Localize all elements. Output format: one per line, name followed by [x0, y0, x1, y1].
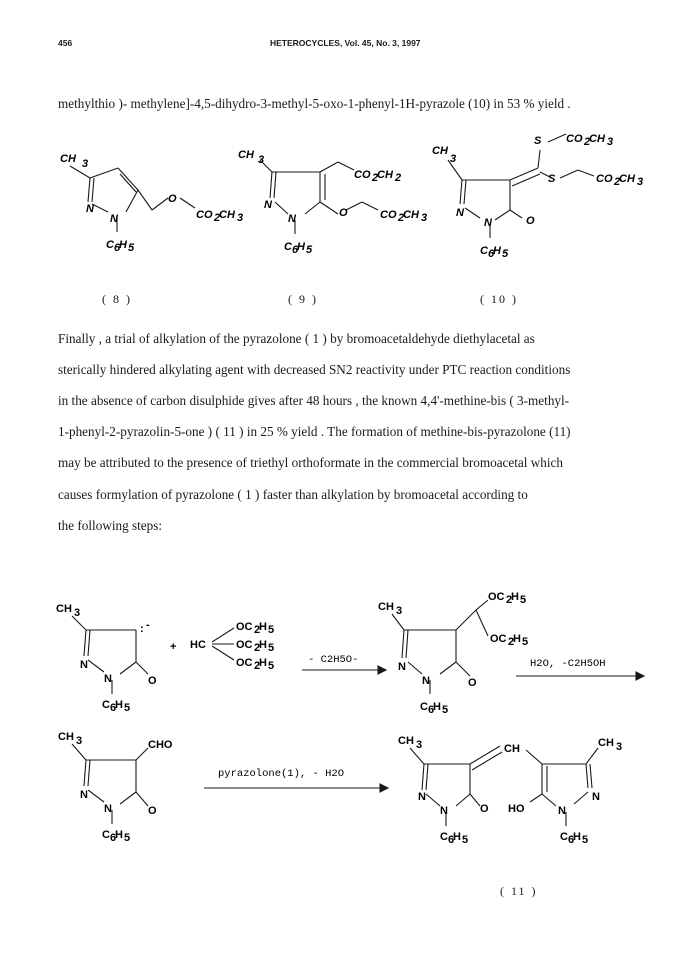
c6h5-sub6: 6 [110, 832, 117, 844]
c6h5-sub5: 5 [124, 832, 131, 844]
co2ch3-label: CO [354, 169, 371, 181]
c6h5-sub5: 5 [124, 702, 131, 714]
s2-label: S [548, 173, 556, 185]
c6h5-label: C [284, 241, 292, 253]
c6h5-right-sub6: 6 [568, 834, 575, 846]
n1-label: N [80, 659, 88, 671]
co2ch3-ch: CH [377, 169, 393, 181]
co2ch3-ch: CH [403, 209, 419, 221]
ch3-label-right: CH [598, 737, 614, 749]
o-label: O [168, 193, 177, 205]
cho-label: CHO [148, 739, 173, 751]
ch3-sub: 3 [396, 605, 403, 617]
paragraph-line-7: the following steps: [58, 518, 163, 533]
co2ch3-sub: 2 [214, 212, 221, 224]
co2ch3-sub3: 3 [237, 212, 244, 224]
oc2h5-label: OC [236, 621, 253, 633]
paragraph-line-6: causes formylation of pyrazolone ( 1 ) faster than alkylation by bromoacetal according to [58, 487, 528, 502]
label-compound-8: ( 8 ) [102, 292, 132, 306]
n1-label: N [80, 789, 88, 801]
paragraph-line-3: in the absence of carbon disulphide gives after 48 hours , the known 4,4'-methine-bis ( 3-methyl- [58, 393, 570, 408]
c6h5-sub6: 6 [292, 244, 299, 256]
label-compound-9: ( 9 ) [288, 292, 318, 306]
co2ch3-ch: CH [619, 173, 635, 185]
arrow-2-label: H2O, -C2H5OH [530, 658, 606, 670]
ch3-sub: 3 [76, 735, 83, 747]
co2ch3-label: CO [566, 133, 583, 145]
c6h5-sub5: 5 [128, 242, 135, 254]
c6h5-sub5: 5 [306, 244, 313, 256]
oc2h5-h: H [513, 633, 521, 645]
oc2h5-sub5: 5 [268, 642, 275, 654]
co2ch3-sub: 2 [584, 136, 591, 148]
co2ch3-sub: 2 [614, 176, 621, 188]
c6h5-right-h: H [573, 831, 581, 843]
c6h5-sub5: 5 [462, 834, 469, 846]
c6h5-label: C [440, 831, 448, 843]
c6h5-h: H [453, 831, 461, 843]
ch3-sub: 3 [450, 153, 457, 165]
n2-label: N [422, 675, 430, 687]
c6h5-label: C [480, 245, 488, 257]
oc2h5-h: H [259, 657, 267, 669]
ch3-label: CH [378, 601, 394, 613]
c6h5-h: H [115, 699, 123, 711]
orthoformate-oc2h5-group [236, 621, 274, 672]
c6h5-label: C [102, 829, 110, 841]
oc2h5-label: OC [236, 639, 253, 651]
oc2h5-sub5: 5 [522, 636, 529, 648]
methine-ch-label: CH [504, 743, 520, 755]
co2ch3-sub3: 3 [637, 176, 644, 188]
oc2h5-sub2: 2 [254, 624, 261, 636]
paragraph-line-2: sterically hindered alkylating agent with decreased SN2 reactivity under PTC reaction conditions [58, 362, 571, 377]
acetal-oc2h5-group [488, 591, 528, 648]
n2-label: N [484, 217, 492, 229]
c6h5-h: H [115, 829, 123, 841]
co2ch3-sub2: 2 [395, 172, 402, 184]
arrow-1-label: - C2H5O- [308, 654, 359, 666]
c6h5-sub5: 5 [502, 248, 509, 260]
o-label: O [480, 803, 489, 815]
anion-minus: - [146, 619, 150, 631]
c6h5-sub6: 6 [114, 242, 121, 254]
ch3-sub: 3 [82, 158, 89, 170]
ch3-sub-right: 3 [616, 741, 623, 753]
ch3-label: CH [56, 603, 72, 615]
oc2h5-label: OC [490, 633, 507, 645]
c6h5-label: C [102, 699, 110, 711]
oc2h5-label: OC [488, 591, 505, 603]
n2-label: N [104, 803, 112, 815]
journal-header: HETEROCYCLES, Vol. 45, No. 3, 1997 [270, 38, 421, 48]
ch3-sub: 3 [74, 607, 81, 619]
n2-label: N [440, 805, 448, 817]
oc2h5-sub5: 5 [268, 660, 275, 672]
c6h5-h: H [493, 245, 501, 257]
label-compound-11: ( 11 ) [500, 884, 538, 898]
co2ch3-sub3: 3 [421, 212, 428, 224]
co2ch3-sub3: 3 [607, 136, 614, 148]
arrow-3-label: pyrazolone(1), - H2O [218, 768, 345, 780]
c6h5-h: H [297, 241, 305, 253]
o-label: O [339, 207, 348, 219]
co2ch3-label: CO [196, 209, 213, 221]
oc2h5-sub5: 5 [268, 624, 275, 636]
n1-label: N [418, 791, 426, 803]
ch3-sub: 3 [258, 154, 265, 166]
c6h5-right-label: C [560, 831, 568, 843]
oc2h5-sub2: 2 [254, 660, 261, 672]
co2ch3-ch: CH [589, 133, 605, 145]
n1-label: N [86, 203, 94, 215]
oc2h5-sub2: 2 [254, 642, 261, 654]
c6h5-sub5: 5 [442, 704, 449, 716]
ch3-label: CH [58, 731, 74, 743]
n2-right-label: N [558, 805, 566, 817]
co2ch3-label: CO [380, 209, 397, 221]
c6h5-sub6: 6 [110, 702, 117, 714]
paragraph-line-1: Finally , a trial of alkylation of the pyrazolone ( 1 ) by bromoacetaldehyde diethylacetal as [58, 331, 535, 346]
n2-label: N [104, 673, 112, 685]
paragraph-line-5: may be attributed to the presence of triethyl orthoformate in the commercial bromoacetal which [58, 455, 563, 470]
oc2h5-h: H [259, 639, 267, 651]
c6h5-h: H [433, 701, 441, 713]
ch3-label: CH [60, 153, 76, 165]
co2ch3-sub: 2 [372, 172, 379, 184]
ho-label: HO [508, 803, 525, 815]
oc2h5-sub2: 2 [506, 594, 513, 606]
hc-label: HC [190, 639, 206, 651]
n1-label: N [398, 661, 406, 673]
page-number: 456 [58, 38, 73, 48]
o-label: O [468, 677, 477, 689]
ch3-label: CH [238, 149, 254, 161]
anion-dots: : [140, 623, 144, 635]
c6h5-sub6: 6 [428, 704, 435, 716]
ch3-label: CH [398, 735, 414, 747]
label-compound-10: ( 10 ) [480, 292, 518, 306]
n1-label: N [264, 199, 272, 211]
c6h5-sub6: 6 [488, 248, 495, 260]
n1-label: N [456, 207, 464, 219]
co2ch3-sub: 2 [398, 212, 405, 224]
plus-sign: + [170, 641, 177, 653]
c6h5-sub6: 6 [448, 834, 455, 846]
ch3-sub: 3 [416, 739, 423, 751]
n2-label: N [288, 213, 296, 225]
intro-line: methylthio )- methylene]-4,5-dihydro-3-methyl-5-oxo-1-phenyl-1H-pyrazole (10) in 53 % yield . [58, 96, 571, 111]
co2ch3-label: CO [596, 173, 613, 185]
o-label: O [148, 675, 157, 687]
n1-right-label: N [592, 791, 600, 803]
c6h5-h: H [119, 239, 127, 251]
oc2h5-h: H [259, 621, 267, 633]
structures-8-9-10 [0, 120, 688, 310]
s1-label: S [534, 135, 542, 147]
oc2h5-sub5: 5 [520, 594, 527, 606]
c6h5-label: C [420, 701, 428, 713]
ch3-label: CH [432, 145, 448, 157]
co2ch3-ch: CH [219, 209, 235, 221]
oc2h5-h: H [511, 591, 519, 603]
paragraph-line-4: 1-phenyl-2-pyrazolin-5-one ) ( 11 ) in 25 % yield . The formation of methine-bis-pyrazolone (11) [58, 424, 571, 439]
o-label: O [148, 805, 157, 817]
oc2h5-sub2: 2 [508, 636, 515, 648]
o-label: O [526, 215, 535, 227]
c6h5-right-sub5: 5 [582, 834, 589, 846]
oc2h5-label: OC [236, 657, 253, 669]
c6h5-label: C [106, 239, 114, 251]
reaction-scheme [0, 580, 688, 910]
n2-label: N [110, 213, 118, 225]
